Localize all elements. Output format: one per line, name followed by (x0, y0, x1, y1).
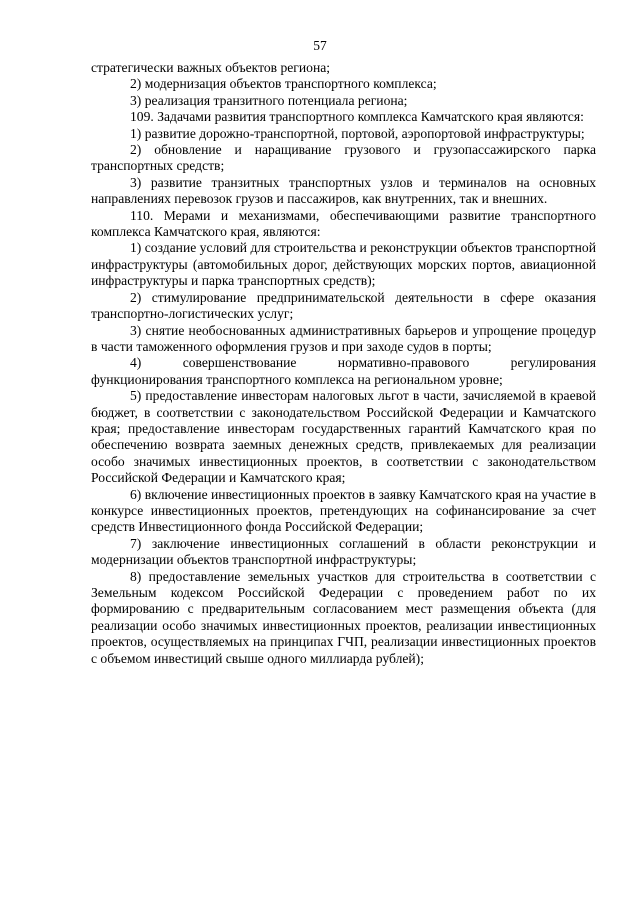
section-paragraph-109: 109. Задачами развития транспортного комплекса Камчатского края являются: (130, 109, 584, 125)
list-item: 5) предоставление инвесторам налоговых льгот в части, зачисляемой в краевой бюджет, в соответствии с законодательством Российской Федерации и Камчатского края; предоставление инвесторам государственных гарантий Камчатского края по обеспечению возврата заемных денежных средств, привлекаемых для реализации особо значимых инвестиционных проектов, в соответствии с законодательством Российской Федерации и Камчатского края; (91, 388, 596, 486)
document-body (91, 60, 596, 667)
section-paragraph-110: 110. Мерами и механизмами, обеспечивающими развитие транспортного комплекса Камчатского края, являются: (91, 207, 596, 240)
page-number: 57 (313, 38, 327, 53)
list-item: 8) предоставление земельных участков для строительства в соответствии с Земельным кодексом Российской Федерации с проведением работ по их формированию с предварительным согласованием мест размещения объекта (для реализации особо значимых инвестиционных проектов, реализации инвестиционных проектов, осуществляемых на принципах ГЧП, реализации инвестиционных проектов с объемом инвестиций свыше одного миллиарда рублей); (91, 568, 596, 666)
paragraph-continuation: стратегически важных объектов региона; (91, 60, 331, 75)
list-item: 1) развитие дорожно-транспортной, портовой, аэропортовой инфраструктуры; (130, 125, 585, 141)
list-item: 6) включение инвестиционных проектов в заявку Камчатского края на участие в конкурсе инвестиционных проектов, претендующих на софинансирование за счет средств Инвестиционного фонда Российской Федерации; (91, 486, 597, 535)
list-item: 3) реализация транзитного потенциала региона; (130, 92, 408, 108)
list-item: 4) совершенствование нормативно-правового регулирования функционирования транспортного комплекса на региональном уровне; (91, 355, 596, 387)
list-item: 2) стимулирование предпринимательской деятельности в сфере оказания транспортно-логистических услуг; (91, 289, 596, 322)
list-item: 3) снятие необоснованных административных барьеров и упрощение процедур в части таможенного оформления грузов и при заходе судов в порты; (91, 322, 596, 354)
list-item: 2) обновление и наращивание грузового и грузопассажирского парка транспортных средств; (91, 142, 596, 174)
list-item: 3) развитие транзитных транспортных узлов и терминалов на основных направлениях перевозок грузов и пассажиров, как внутренних, так и внешних. (91, 174, 596, 207)
list-item: 2) модернизация объектов транспортного комплекса; (130, 76, 437, 92)
list-item: 1) создание условий для строительства и реконструкции объектов транспортной инфраструктуры (автомобильных дорог, действующих морских портов, авиационной инфраструктуры и парка транспортных средств); (91, 240, 596, 289)
list-item: 7) заключение инвестиционных соглашений в области реконструкции и модернизации объектов транспортной инфраструктуры; (91, 535, 596, 568)
